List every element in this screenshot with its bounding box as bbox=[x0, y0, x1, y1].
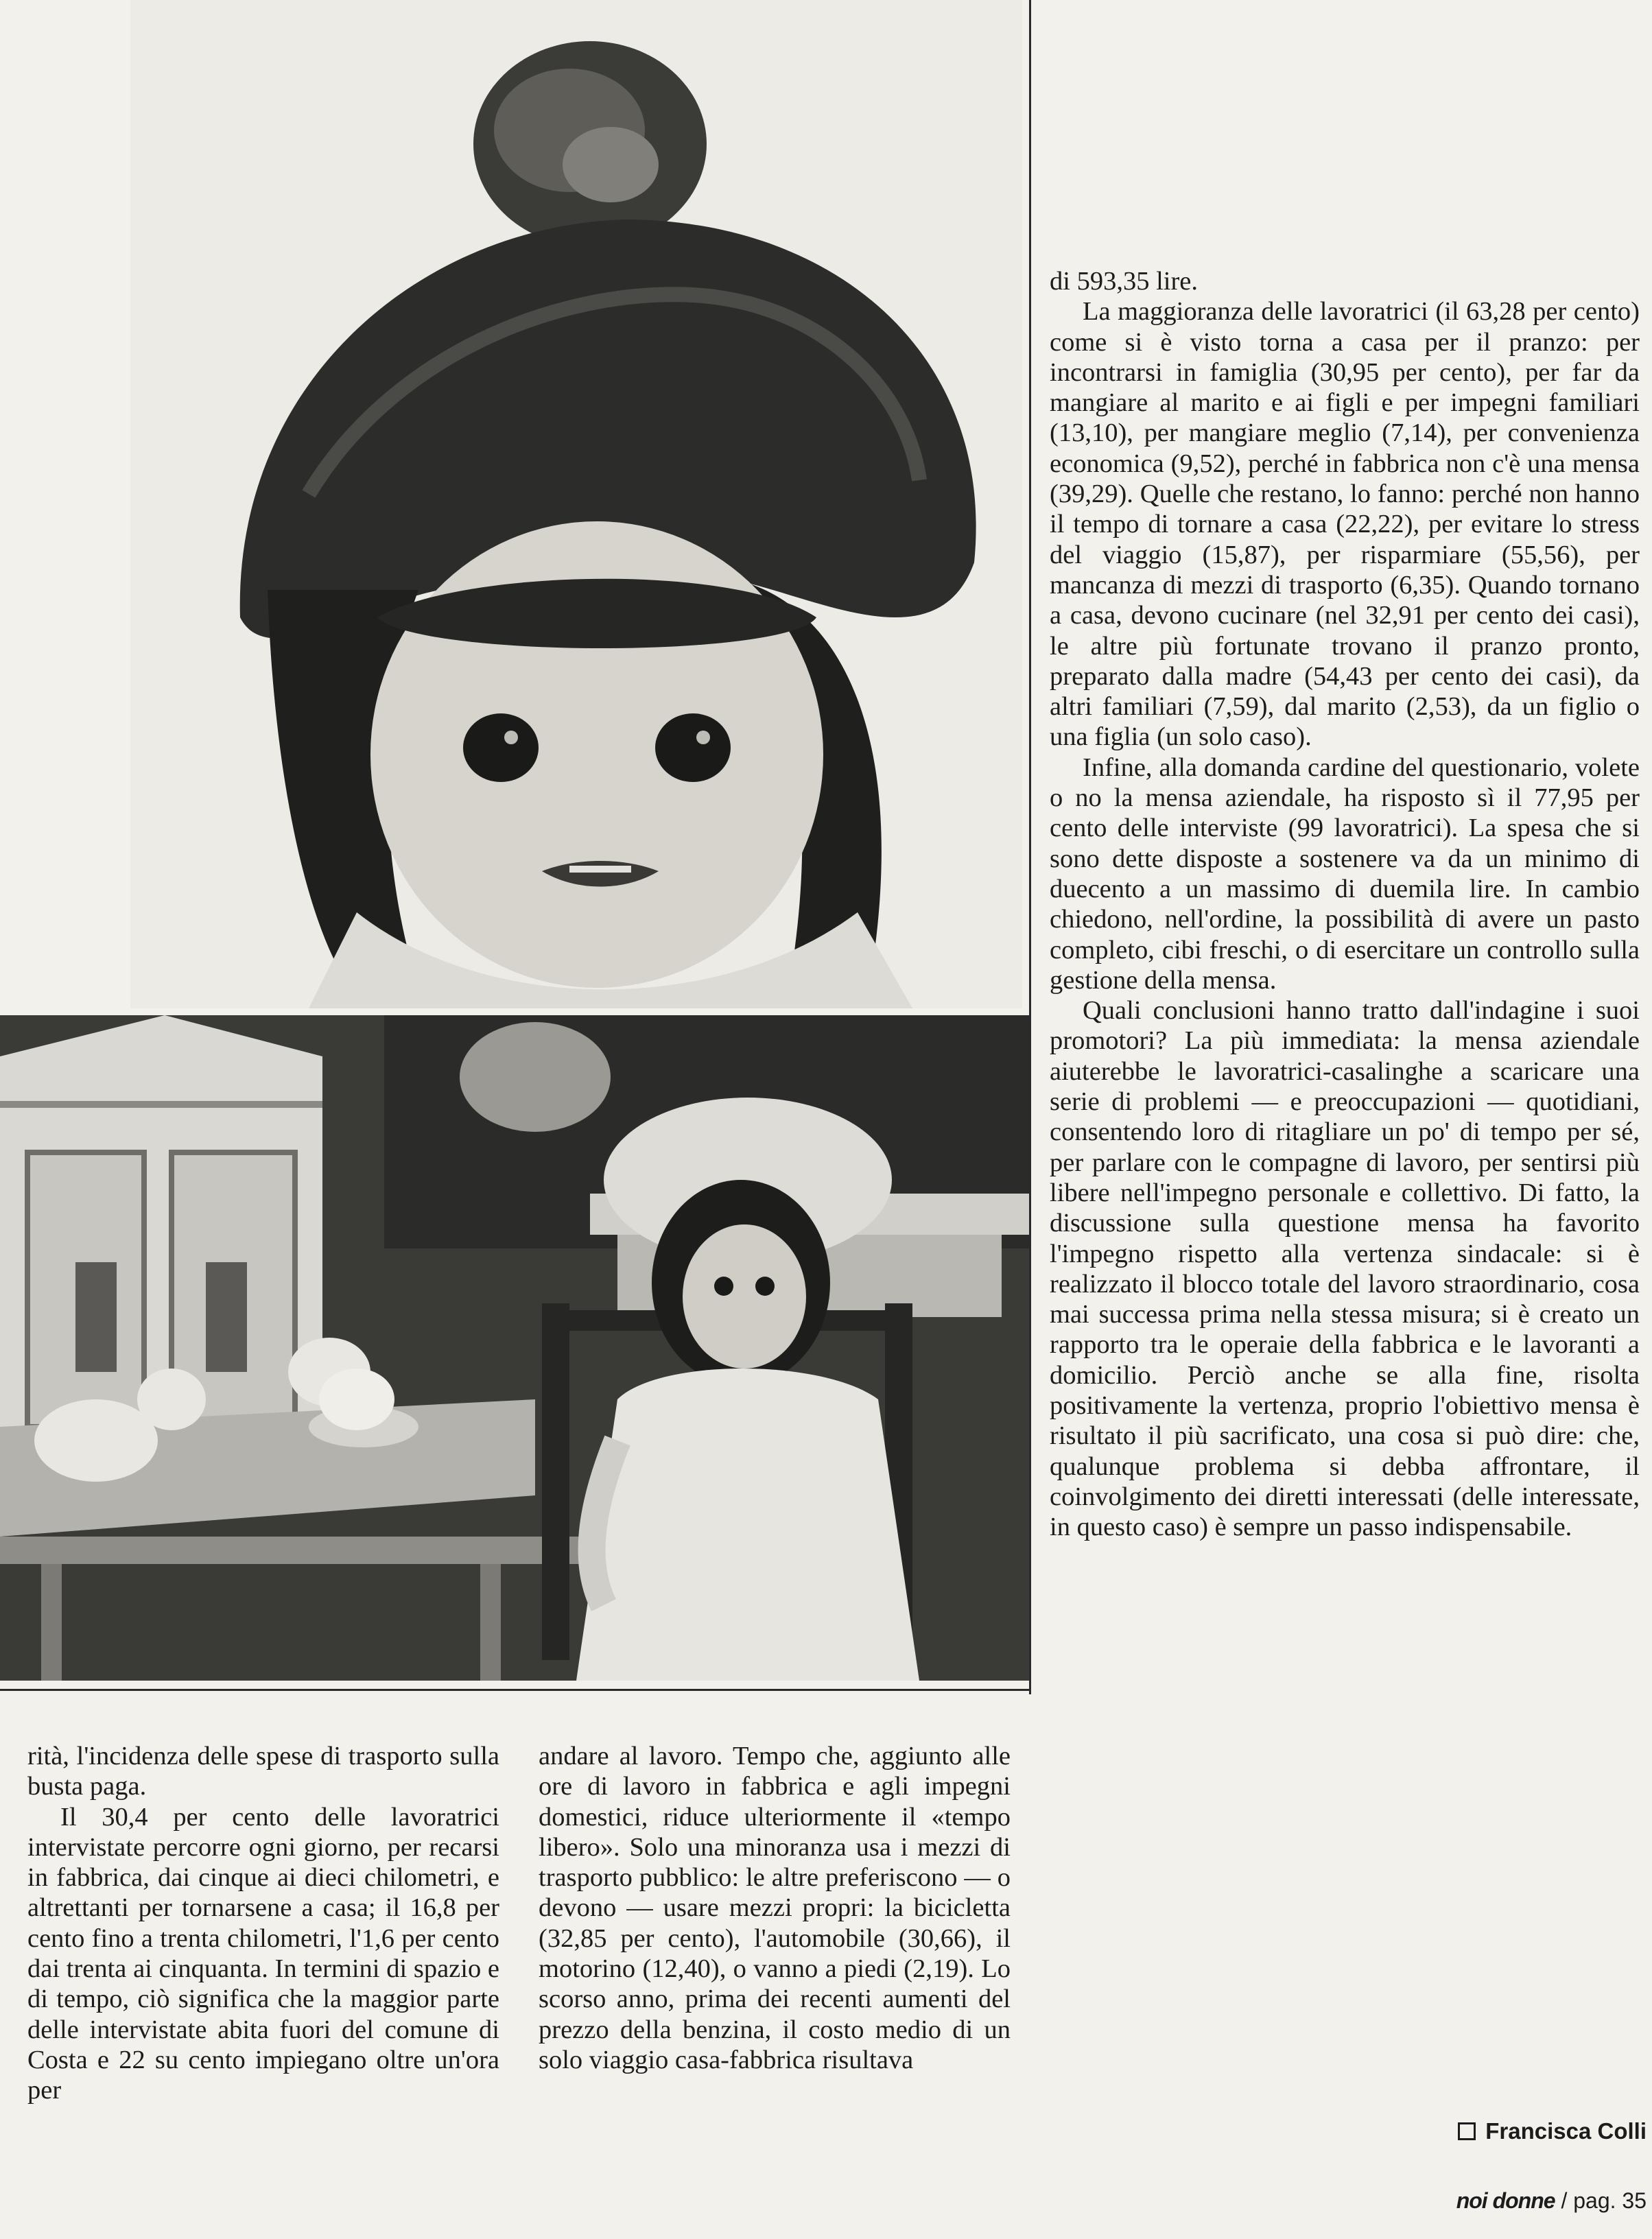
footer-separator: / bbox=[1561, 2188, 1568, 2213]
page-footer bbox=[1235, 2188, 1647, 2214]
article-paragraph: Quali conclusioni hanno tratto dall'indagine i suoi promotori? La più immediata: la mensa aziendale aiuterebbe le lavoratrici-casalinghe a scaricare una serie di problemi — e preoccupazioni — quotidiani, consentendo loro di ritagliare un po' di tempo per sé, per parlare con le compagne di lavoro, per sentirsi più libere nell'impegno personale e collettivo. Di fatto, la discussione sulla questione mensa ha favorito l'impegno rispetto alla vertenza sindacale: si è realizzato il blocco totale del lavoro straordinario, cosa mai successa prima nella stessa misura; si è creato un rapporto tra le operaie della fabbrica e le lavoranti a domicilio. Perciò anche se alla fine, risolta positivamente la vertenza, proprio l'obiettivo mensa è risultato il più sacrificato, una cosa si può dire: che, qualunque problema si debba affrontare, il coinvolgimento dei diretti interessati (delle interessate, in questo caso) è sempre un passo indispensabile. bbox=[1050, 996, 1640, 1542]
article-paragraph: andare al lavoro. Tempo che, aggiunto alle ore di lavoro in fabbrica e agli impegni domestici, riduce ulteriormente il «tempo libero». Solo una minoranza usa i mezzi di trasporto pubblico: le altre preferiscono — o devono — usare mezzi propri: la bicicletta (32,85 per cento), l'automobile (30,66), il motorino (12,40), o vanno a piedi (2,19). Lo scorso anno, prima dei recenti aumenti del prezzo della benzina, il costo medio di un solo viaggio casa-fabbrica risultava bbox=[539, 1742, 1011, 2074]
photo-doll-tea-table bbox=[0, 1015, 1029, 1681]
photo-doll-portrait bbox=[130, 0, 1022, 1008]
doll-portrait-illustration bbox=[130, 0, 1022, 1008]
column-rule-vertical bbox=[1029, 0, 1031, 1694]
article-column-left bbox=[27, 1741, 499, 2106]
article-paragraph: Infine, alla domanda cardine del questionario, volete o no la mensa aziendale, ha risposto sì il 77,95 per cento delle interviste (99 lavoratrici). La spesa che si sono dette disposte a sostenere va da un minimo di duecento a un massimo di duemila lire. In cambio chiedono, nell'ordine, la possibilità di avere un pasto completo, cibi freschi, o di esercitare un controllo sulla gestione della mensa. bbox=[1050, 753, 1640, 995]
end-mark-square-icon bbox=[1458, 2122, 1476, 2140]
doll-tea-table-illustration bbox=[0, 1015, 1029, 1681]
article-author bbox=[1338, 2118, 1647, 2144]
magazine-name: noi donne bbox=[1456, 2188, 1555, 2213]
page-number: pag. 35 bbox=[1573, 2188, 1647, 2213]
article-column-middle bbox=[539, 1741, 1011, 2075]
article-column-right bbox=[1050, 266, 1640, 1542]
article-paragraph: La maggioranza delle lavoratrici (il 63,28 per cento) come si è visto torna a casa per il pranzo: per incontrarsi in famiglia (30,95 per cento), per far da mangiare al marito e ai figli e per impegni familiari (13,10), per mangiare meglio (7,14), per convenienza economica (9,52), perché in fabbrica non c'è una mensa (39,29). Quelle che restano, lo fanno: perché non hanno il tempo di tornare a casa (22,22), per evitare lo stress del viaggio (15,87), per risparmiare (55,56), per mancanza di mezzi di trasporto (6,35). Quando tornano a casa, devono cucinare (nel 32,91 per cento dei casi), le altre più fortunate trovano il pranzo pronto, preparato dalla madre (54,43 per cento dei casi), da altri familiari (7,59), dal marito (2,53), da un figlio o una figlia (un solo caso). bbox=[1050, 297, 1640, 752]
article-paragraph: di 593,35 lire. bbox=[1050, 267, 1198, 296]
article-paragraph: rità, l'incidenza delle spese di trasporto sulla busta paga. bbox=[27, 1742, 499, 1801]
article-paragraph: Il 30,4 per cento delle lavoratrici intervistate percorre ogni giorno, per recarsi in fabbrica, dai cinque ai dieci chilometri, e altrettanti per tornarsene a casa; il 16,8 per cento fino a trenta chilometri, l'1,6 per cento dai trenta ai cinquanta. In termini di spazio e di tempo, ciò significa che la maggior parte delle intervistate abita fuori del comune di Costa e 22 su cento impiegano oltre un'ora per bbox=[27, 1802, 499, 2105]
column-rule-horizontal bbox=[0, 1689, 1031, 1691]
author-name: Francisca Colli bbox=[1485, 2118, 1647, 2144]
